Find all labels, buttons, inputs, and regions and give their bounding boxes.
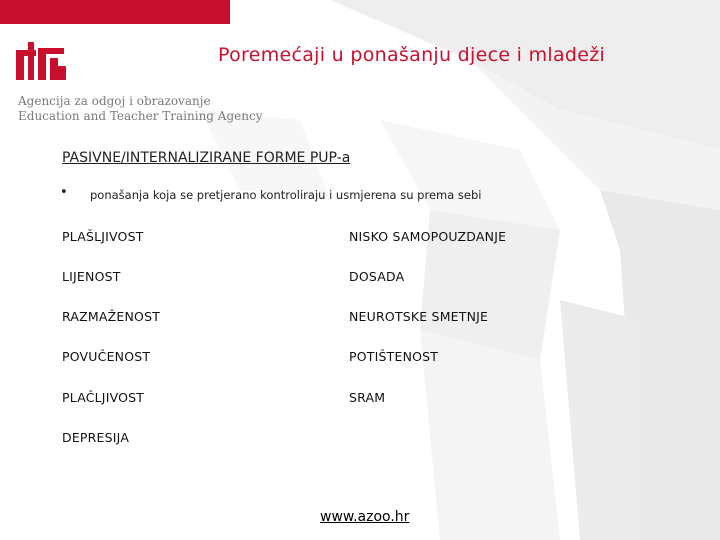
right-list-item: SRAM bbox=[349, 390, 386, 405]
right-list-item: DOSADA bbox=[349, 269, 405, 284]
right-list-item: NISKO SAMOPOUZDANJE bbox=[349, 229, 507, 244]
left-list-item: POVUČENOST bbox=[62, 349, 151, 364]
agency-name bbox=[18, 94, 262, 124]
left-list-item: PLAČLJIVOST bbox=[62, 390, 145, 405]
left-list-item: PLAŠLJIVOST bbox=[62, 229, 144, 244]
bullet-text: ponašanja koja se pretjerano kontroliraju i usmjerena su prema sebi bbox=[90, 188, 482, 202]
section-heading: PASIVNE/INTERNALIZIRANE FORME PUP-a bbox=[62, 150, 351, 166]
agency-name-line2: Education and Teacher Training Agency bbox=[18, 109, 263, 123]
left-list-item: RAZMAŽENOST bbox=[62, 309, 161, 324]
left-list-item: DEPRESIJA bbox=[62, 430, 130, 445]
right-list-item: NEUROTSKE SMETNJE bbox=[349, 309, 489, 324]
agency-name-line1: Agencija za odgoj i obrazovanje bbox=[18, 94, 211, 108]
right-list-item: POTIŠTENOST bbox=[349, 349, 439, 364]
azoo-logo-icon bbox=[14, 40, 70, 84]
slide-title: Poremećaji u ponašanju djece i mladeži bbox=[218, 44, 606, 66]
top-red-bar bbox=[0, 0, 230, 24]
left-list-item: LIJENOST bbox=[62, 269, 121, 284]
website-link[interactable]: www.azoo.hr bbox=[320, 509, 410, 525]
bullet-icon: • bbox=[60, 185, 68, 200]
